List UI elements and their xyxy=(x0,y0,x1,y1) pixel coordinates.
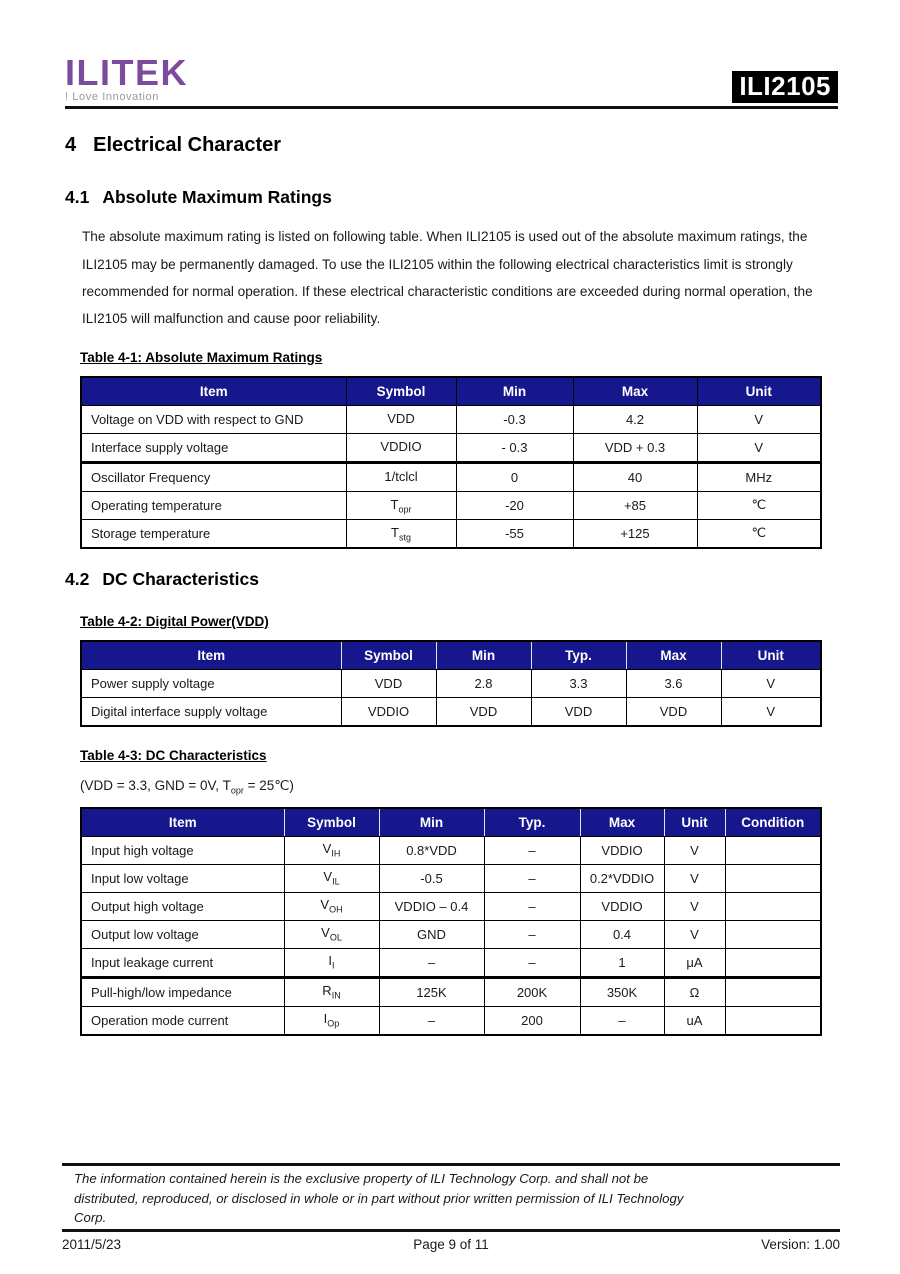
cell-item: Input low voltage xyxy=(81,864,284,892)
company-logo xyxy=(65,52,188,104)
cell-unit: V xyxy=(697,433,821,462)
cell-symbol: $T_{stg}$ xyxy=(346,519,456,548)
table-row xyxy=(81,892,821,920)
cell-symbol: $I_{Op}$ xyxy=(284,1006,379,1035)
cell-condition xyxy=(725,977,821,1006)
table-row xyxy=(81,1006,821,1035)
cell-item: Power supply voltage xyxy=(81,669,341,697)
section-heading-4-2 xyxy=(65,569,838,590)
cell-unit: V xyxy=(697,405,821,433)
cell-item: Input leakage current xyxy=(81,948,284,977)
col-header-max: Max xyxy=(626,641,721,670)
col-header-symbol: Symbol xyxy=(341,641,436,670)
cell-item: Operating temperature xyxy=(81,491,346,519)
cell-max: +125 xyxy=(573,519,697,548)
cell-symbol: VDD xyxy=(341,669,436,697)
cell-unit: Ω xyxy=(664,977,725,1006)
cell-unit: V xyxy=(664,836,725,864)
cell-item: Oscillator Frequency xyxy=(81,462,346,491)
cell-typ: – xyxy=(484,892,580,920)
cell-item: Input high voltage xyxy=(81,836,284,864)
cell-typ: – xyxy=(484,864,580,892)
col-header-item: Item xyxy=(81,641,341,670)
table-row xyxy=(81,519,821,548)
cell-max: 0.4 xyxy=(580,920,664,948)
cell-symbol: $I_I$ xyxy=(284,948,379,977)
cell-unit: uA xyxy=(664,1006,725,1035)
section-title: DC Characteristics xyxy=(102,568,259,589)
cell-max: VDD + 0.3 xyxy=(573,433,697,462)
col-header-item: Item xyxy=(81,808,284,837)
legal-line: distributed, reproduced, or disclosed in whole or in part without prior written permission of ILI Technology xyxy=(74,1190,684,1206)
cell-max: +85 xyxy=(573,491,697,519)
cell-min: – xyxy=(379,1006,484,1035)
cell-max: 0.2*VDDIO xyxy=(580,864,664,892)
table-row xyxy=(81,948,821,977)
cell-max: 3.6 xyxy=(626,669,721,697)
cell-unit: V xyxy=(664,892,725,920)
table-header-row xyxy=(81,641,821,670)
cell-max: VDDIO xyxy=(580,892,664,920)
cell-min: -55 xyxy=(456,519,573,548)
table-row xyxy=(81,669,821,697)
document-header xyxy=(65,0,838,109)
footer-page-number: Page 9 of 11 xyxy=(413,1236,489,1252)
col-header-max: Max xyxy=(580,808,664,837)
legal-line: Corp. xyxy=(74,1210,107,1225)
part-number-badge: ILI2105 xyxy=(732,71,838,104)
cell-typ: – xyxy=(484,836,580,864)
col-header-unit: Unit xyxy=(697,377,821,406)
cell-condition xyxy=(725,948,821,977)
table-4-2-caption: Table 4-2: Digital Power(VDD) xyxy=(80,613,269,629)
cell-min: – xyxy=(379,948,484,977)
table-row xyxy=(81,836,821,864)
cell-condition xyxy=(725,1006,821,1035)
cell-unit: V xyxy=(664,864,725,892)
cell-max: 350K xyxy=(580,977,664,1006)
cell-typ: – xyxy=(484,920,580,948)
section-heading-4 xyxy=(65,134,838,157)
table-4-1-absolute-maximum-ratings xyxy=(80,376,822,549)
table-header-row xyxy=(81,377,821,406)
cell-symbol: $V_{IH}$ xyxy=(284,836,379,864)
cell-max: 4.2 xyxy=(573,405,697,433)
cell-min: 125K xyxy=(379,977,484,1006)
cell-symbol: $V_{OH}$ xyxy=(284,892,379,920)
cell-symbol: $V_{IL}$ xyxy=(284,864,379,892)
section-title: Electrical Character xyxy=(93,134,282,157)
cell-symbol: 1/tclcl xyxy=(346,462,456,491)
cell-item: Pull-high/low impedance xyxy=(81,977,284,1006)
footer-meta-row xyxy=(62,1232,840,1252)
col-header-typ: Typ. xyxy=(484,808,580,837)
table-4-3-test-condition: (VDD = 3.3, GND = 0V, $T_{opr}$ = 25℃) xyxy=(80,777,294,796)
section-number: 4.1 xyxy=(65,187,90,208)
cell-min: -20 xyxy=(456,491,573,519)
logo-wordmark: ILITEK xyxy=(65,52,188,93)
col-header-min: Min xyxy=(456,377,573,406)
cell-item: Operation mode current xyxy=(81,1006,284,1035)
cell-item: Interface supply voltage xyxy=(81,433,346,462)
footer-version: Version: 1.00 xyxy=(761,1236,840,1252)
section-4-1-paragraph: The absolute maximum rating is listed on following table. When ILI2105 is used out of the absolute maximum ratings, the ILI2105 may be permanently damaged. To use the ILI2105 within the following electrical characteristics limit is strongly recommended for normal operation. If these electrical characteristic conditions are exceeded during normal operation, the ILI2105 will malfunction and cause poor reliability. xyxy=(82,229,813,327)
section-title: Absolute Maximum Ratings xyxy=(102,187,332,208)
col-header-unit: Unit xyxy=(664,808,725,837)
cell-min: 0 xyxy=(456,462,573,491)
cell-typ: 3.3 xyxy=(531,669,626,697)
cell-unit: MHz xyxy=(697,462,821,491)
cell-unit: V xyxy=(721,697,821,726)
cell-typ: VDD xyxy=(531,697,626,726)
col-header-typ: Typ. xyxy=(531,641,626,670)
cell-min: 0.8*VDD xyxy=(379,836,484,864)
cell-unit: V xyxy=(721,669,821,697)
cell-max: 40 xyxy=(573,462,697,491)
table-row xyxy=(81,977,821,1006)
cell-min: 2.8 xyxy=(436,669,531,697)
cell-condition xyxy=(725,836,821,864)
cell-item: Storage temperature xyxy=(81,519,346,548)
table-row xyxy=(81,697,821,726)
col-header-max: Max xyxy=(573,377,697,406)
cell-unit: ℃ xyxy=(697,491,821,519)
footer-date: 2011/5/23 xyxy=(62,1236,122,1252)
table-4-3-dc-characteristics xyxy=(80,807,822,1036)
cell-min: -0.3 xyxy=(456,405,573,433)
cell-min: VDDIO – 0.4 xyxy=(379,892,484,920)
cell-symbol: VDD xyxy=(346,405,456,433)
cell-symbol: $T_{opr}$ xyxy=(346,491,456,519)
table-row xyxy=(81,920,821,948)
cell-max: 1 xyxy=(580,948,664,977)
legal-notice xyxy=(62,1163,840,1232)
col-header-unit: Unit xyxy=(721,641,821,670)
cell-unit: ℃ xyxy=(697,519,821,548)
section-number: 4.2 xyxy=(65,568,90,589)
cell-typ: – xyxy=(484,948,580,977)
table-4-3-caption: Table 4-3: DC Characteristics xyxy=(80,747,267,763)
cell-item: Digital interface supply voltage xyxy=(81,697,341,726)
page-footer xyxy=(62,1163,840,1252)
cell-min: VDD xyxy=(436,697,531,726)
cell-condition xyxy=(725,920,821,948)
cell-min: GND xyxy=(379,920,484,948)
cell-unit: V xyxy=(664,920,725,948)
cell-symbol: VDDIO xyxy=(341,697,436,726)
cell-symbol: VDDIO xyxy=(346,433,456,462)
col-header-min: Min xyxy=(436,641,531,670)
section-heading-4-1 xyxy=(65,187,838,208)
table-4-2-digital-power xyxy=(80,640,822,727)
logo-tagline: ! Love Innovation xyxy=(65,91,159,104)
col-header-min: Min xyxy=(379,808,484,837)
table-row xyxy=(81,462,821,491)
cell-condition xyxy=(725,892,821,920)
cell-typ: 200K xyxy=(484,977,580,1006)
cell-typ: 200 xyxy=(484,1006,580,1035)
cell-symbol: $V_{OL}$ xyxy=(284,920,379,948)
col-header-symbol: Symbol xyxy=(346,377,456,406)
cell-max: VDD xyxy=(626,697,721,726)
cell-max: – xyxy=(580,1006,664,1035)
table-row xyxy=(81,864,821,892)
table-header-row xyxy=(81,808,821,837)
col-header-symbol: Symbol xyxy=(284,808,379,837)
section-number: 4 xyxy=(65,134,77,157)
cell-condition xyxy=(725,864,821,892)
cell-item: Output low voltage xyxy=(81,920,284,948)
table-4-1-caption: Table 4-1: Absolute Maximum Ratings xyxy=(80,349,323,365)
col-header-item: Item xyxy=(81,377,346,406)
col-header-condition: Condition xyxy=(725,808,821,837)
cell-item: Output high voltage xyxy=(81,892,284,920)
cell-symbol: $R_{IN}$ xyxy=(284,977,379,1006)
legal-line: The information contained herein is the exclusive property of ILI Technology Corp. and shall not be xyxy=(74,1171,649,1186)
table-row xyxy=(81,405,821,433)
cell-min: -0.5 xyxy=(379,864,484,892)
cell-unit: μA xyxy=(664,948,725,977)
cell-item: Voltage on VDD with respect to GND xyxy=(81,405,346,433)
table-row xyxy=(81,491,821,519)
table-row xyxy=(81,433,821,462)
page-content xyxy=(65,134,838,1035)
cell-max: VDDIO xyxy=(580,836,664,864)
cell-min: - 0.3 xyxy=(456,433,573,462)
